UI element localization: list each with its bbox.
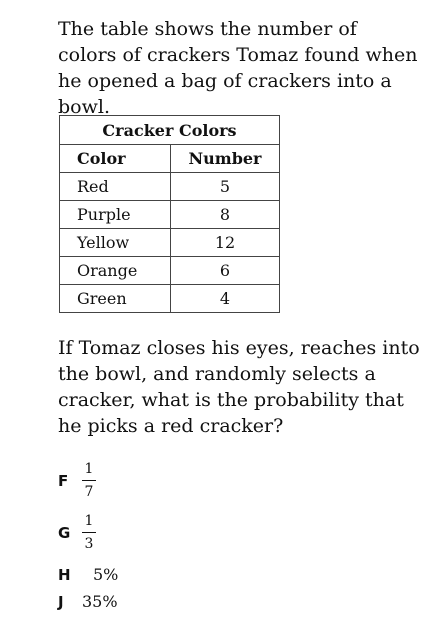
choice-j[interactable] xyxy=(58,592,118,611)
column-header-number: Number xyxy=(171,145,280,173)
choice-f[interactable] xyxy=(58,461,96,501)
choice-g[interactable] xyxy=(58,513,96,553)
cell-color: Red xyxy=(60,173,171,201)
table-row xyxy=(60,285,280,313)
fraction xyxy=(82,461,96,501)
choice-h[interactable] xyxy=(58,565,118,584)
fraction-bar xyxy=(82,480,96,481)
choice-value: 5% xyxy=(93,565,119,584)
fraction-bar xyxy=(82,532,96,533)
cell-number: 8 xyxy=(171,201,280,229)
question-text: If Tomaz closes his eyes, reaches into the bowl, and randomly selects a cracker, what is the probability that he picks a red cracker? xyxy=(58,337,420,437)
cracker-colors-table xyxy=(59,115,280,313)
table-header-row xyxy=(60,145,280,173)
fraction-denominator: 3 xyxy=(84,536,94,552)
choice-letter: G xyxy=(58,524,71,542)
choice-letter: F xyxy=(58,472,69,490)
table-row xyxy=(60,201,280,229)
cell-number: 5 xyxy=(171,173,280,201)
cell-number: 6 xyxy=(171,257,280,285)
cell-color: Purple xyxy=(60,201,171,229)
choice-letter: H xyxy=(58,565,71,584)
cell-color: Yellow xyxy=(60,229,171,257)
fraction xyxy=(82,513,96,553)
table-row xyxy=(60,257,280,285)
table-caption: Cracker Colors xyxy=(60,116,280,145)
cell-color: Green xyxy=(60,285,171,313)
table-caption-row xyxy=(60,116,280,145)
column-header-color: Color xyxy=(60,145,171,173)
fraction-denominator: 7 xyxy=(84,484,94,500)
fraction-numerator: 1 xyxy=(84,513,94,529)
table-row xyxy=(60,173,280,201)
choice-letter: J xyxy=(58,592,64,611)
cell-number: 4 xyxy=(171,285,280,313)
fraction-numerator: 1 xyxy=(84,461,94,477)
cell-color: Orange xyxy=(60,257,171,285)
choice-value: 35% xyxy=(82,592,118,611)
intro-text: The table shows the number of colors of crackers Tomaz found when he opened a bag of crackers into a bowl. xyxy=(58,18,418,118)
table-row xyxy=(60,229,280,257)
cell-number: 12 xyxy=(171,229,280,257)
